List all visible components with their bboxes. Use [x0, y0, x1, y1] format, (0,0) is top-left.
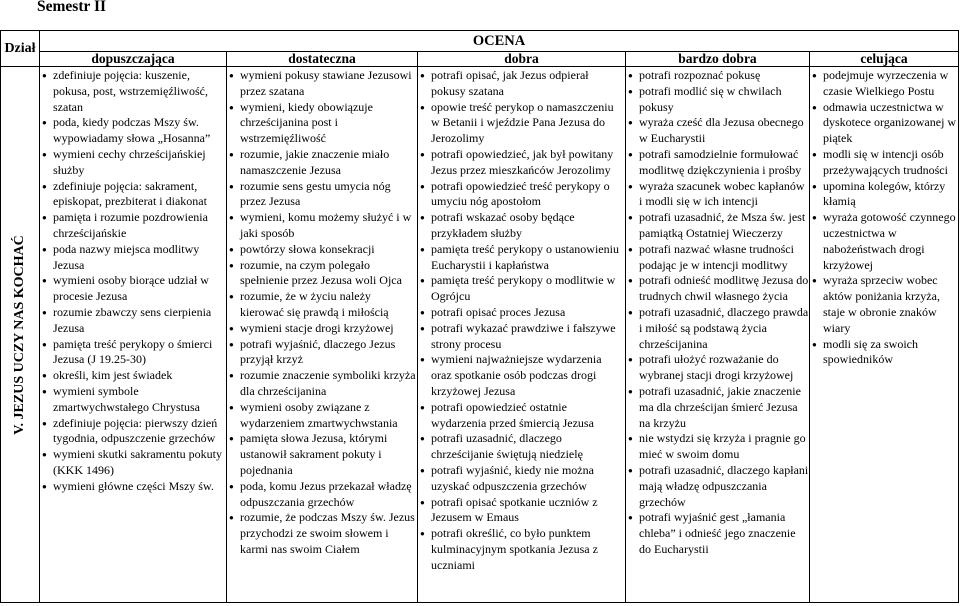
requirement-item: ● potrafi rozpoznać pokusę [626, 68, 809, 84]
requirement-item: ● upomina kolegów, którzy kłamią [810, 179, 958, 211]
requirement-item: ● zdefiniuje pojęcia: kuszenie, pokusa, post, wstrzemięźliwość, szatan [40, 68, 226, 115]
requirement-item: ● wymieni główne części Mszy św. [40, 479, 226, 495]
requirement-item: ● wymieni stacje drogi krzyżowej [227, 321, 417, 337]
requirement-item: ● rozumie, że w życiu należy kierować się prawdą i miłością [227, 289, 417, 321]
requirement-item: ● potrafi uzasadnić, że Msza św. jest pamiątką Ostatniej Wieczerzy [626, 210, 809, 242]
requirement-item: ● modli się w intencji osób przeżywających trudności [810, 147, 958, 179]
requirement-item: ● potrafi opisać proces Jezusa [418, 305, 625, 321]
requirement-item: ● wymieni osoby biorące udział w procesie Jezusa [40, 273, 226, 305]
requirement-item: ● poda, komu Jezus przekazał władzę odpuszczania grzechów [227, 479, 417, 511]
page-title: Semestr II [37, 0, 107, 15]
requirement-item: ● potrafi określić, co było punktem kulminacyjnym spotkania Jezusa z uczniami [418, 526, 625, 573]
requirement-item: ● wymieni, komu możemy służyć i w jaki sposób [227, 210, 417, 242]
requirement-item: ● potrafi modlić się w chwilach pokusy [626, 84, 809, 116]
requirement-item: ● potrafi opowiedzieć, jak był powitany Jezus przez mieszkańców Jerozolimy [418, 147, 625, 179]
column-dobra [418, 67, 626, 603]
requirement-item: ● pamięta treść perykopy o modlitwie w Ogrójcu [418, 273, 625, 305]
requirement-item: ● potrafi samodzielnie formułować modlitwę dziękczynienia i prośby [626, 147, 809, 179]
requirement-item: ● potrafi opisać, jak Jezus odpierał pokusy szatana [418, 68, 625, 100]
requirement-item: ● wymieni osoby związane z wydarzeniem zmartwychwstania [227, 400, 417, 432]
requirement-item: ● potrafi wykazać prawdziwe i fałszywe strony procesu [418, 321, 625, 353]
section-label: V. JEZUS UCZY NAS KOCHAĆ [12, 234, 27, 435]
requirement-item: ● odmawia uczestnictwa w dyskotece organizowanej w piątek [810, 100, 958, 147]
requirement-item: ● potrafi opowiedzieć ostatnie wydarzenia przed śmiercią Jezusa [418, 400, 625, 432]
requirements-table [0, 30, 959, 603]
header-level-bardzo-dobra: bardzo dobra [626, 52, 810, 67]
requirement-item: ● potrafi uzasadnić, dlaczego chrześcijanie świętują niedzielę [418, 431, 625, 463]
header-ocena: OCENA [40, 31, 959, 52]
requirement-item: ● wymieni, kiedy obowiązuje chrześcijanina post i wstrzemięźliwość [227, 100, 417, 147]
section-cell [1, 67, 40, 603]
requirement-item: ● pamięta i rozumie pozdrowienia chrześcijańskie [40, 210, 226, 242]
requirement-item: ● potrafi wskazać osoby będące przykładem służby [418, 210, 625, 242]
requirement-item: ● wyraża gotowość czynnego uczestnictwa w nabożeństwach drogi krzyżowej [810, 210, 958, 273]
header-level-dopuszczajaca: dopuszczająca [40, 52, 227, 67]
requirement-item: ● rozumie, na czym polegało spełnienie przez Jezusa woli Ojca [227, 258, 417, 290]
requirement-item: ● poda, kiedy podczas Mszy św. wypowiadamy słowa „Hosanna” [40, 115, 226, 147]
column-dopuszczajaca [40, 67, 227, 603]
requirement-item: ● potrafi odnieść modlitwę Jezusa do trudnych chwil własnego życia [626, 273, 809, 305]
requirement-item: ● powtórzy słowa konsekracji [227, 242, 417, 258]
requirement-item: ● potrafi wyjaśnić gest „łamania chleba” i odnieść jego znaczenie do Eucharystii [626, 510, 809, 557]
requirement-item: ● potrafi ułożyć rozważanie do wybranej stacji drogi krzyżowej [626, 352, 809, 384]
requirement-item: ● określi, kim jest świadek [40, 368, 226, 384]
requirement-item: ● wyraża szacunek wobec kapłanów i modli się w ich intencji [626, 179, 809, 211]
column-dostateczna [227, 67, 418, 603]
requirement-item: ● wymieni cechy chrześcijańskiej służby [40, 147, 226, 179]
requirement-item: ● pamięta treść perykopy o śmierci Jezusa (J 19.25-30) [40, 337, 226, 369]
requirement-item: ● rozumie, że podczas Mszy św. Jezus przychodzi ze swoim słowem i karmi nas swoim Ciałem [227, 510, 417, 557]
requirement-item: ● poda nazwy miejsca modlitwy Jezusa [40, 242, 226, 274]
column-bardzo-dobra [626, 67, 810, 603]
requirement-item: ● potrafi uzasadnić, jakie znaczenie ma dla chrześcijan śmierć Jezusa na krzyżu [626, 384, 809, 431]
requirement-item: ● wyraża cześć dla Jezusa obecnego w Eucharystii [626, 115, 809, 147]
requirement-item: ● wymieni najważniejsze wydarzenia oraz spotkanie osób podczas drogi krzyżowej Jezusa [418, 352, 625, 399]
requirement-item: ● modli się za swoich spowiedników [810, 337, 958, 369]
requirement-item: ● rozumie znaczenie symboliki krzyża dla chrześcijanina [227, 368, 417, 400]
column-celujaca [810, 67, 959, 603]
header-level-dobra: dobra [418, 52, 626, 67]
requirement-item: ● nie wstydzi się krzyża i pragnie go mieć w swoim domu [626, 431, 809, 463]
requirement-item: ● zdefiniuje pojęcia: pierwszy dzień tygodnia, odpuszczenie grzechów [40, 416, 226, 448]
requirement-item: ● wymieni skutki sakramentu pokuty (KKK 1496) [40, 447, 226, 479]
requirement-item: ● pamięta słowa Jezusa, którymi ustanowił sakrament pokuty i pojednania [227, 431, 417, 478]
requirement-item: ● potrafi nazwać własne trudności podając je w intencji modlitwy [626, 242, 809, 274]
requirement-item: ● potrafi uzasadnić, dlaczego kapłani mają władzę odpuszczania grzechów [626, 463, 809, 510]
requirement-item: ● potrafi wyjaśnić, kiedy nie można uzyskać odpuszczenia grzechów [418, 463, 625, 495]
requirement-item: ● opowie treść perykop o namaszczeniu w Betanii i wjeździe Pana Jezusa do Jerozolimy [418, 100, 625, 147]
requirement-item: ● rozumie zbawczy sens cierpienia Jezusa [40, 305, 226, 337]
requirement-item: ● potrafi wyjaśnić, dlaczego Jezus przyjął krzyż [227, 337, 417, 369]
requirement-item: ● podejmuje wyrzeczenia w czasie Wielkiego Postu [810, 68, 958, 100]
requirement-item: ● rozumie, jakie znaczenie miało namaszczenie Jezusa [227, 147, 417, 179]
requirement-item: ● potrafi opowiedzieć treść perykopy o umyciu nóg apostołom [418, 179, 625, 211]
requirement-item: ● wymieni pokusy stawiane Jezusowi przez szatana [227, 68, 417, 100]
header-dzial: Dział [1, 31, 40, 67]
requirement-item: ● potrafi uzasadnić, dlaczego prawda i miłość są podstawą życia chrześcijanina [626, 305, 809, 352]
header-level-dostateczna: dostateczna [227, 52, 418, 67]
requirement-item: ● rozumie sens gestu umycia nóg przez Jezusa [227, 179, 417, 211]
requirement-item: ● potrafi opisać spotkanie uczniów z Jezusem w Emaus [418, 495, 625, 527]
requirement-item: ● wyraża sprzeciw wobec aktów poniżania krzyża, staje w obronie znaków wiary [810, 273, 958, 336]
requirement-item: ● zdefiniuje pojęcia: sakrament, episkopat, prezbiterat i diakonat [40, 179, 226, 211]
header-level-celujaca: celująca [810, 52, 959, 67]
requirement-item: ● pamięta treść perykopy o ustanowieniu Eucharystii i kapłaństwa [418, 242, 625, 274]
requirement-item: ● wymieni symbole zmartwychwstałego Chrystusa [40, 384, 226, 416]
